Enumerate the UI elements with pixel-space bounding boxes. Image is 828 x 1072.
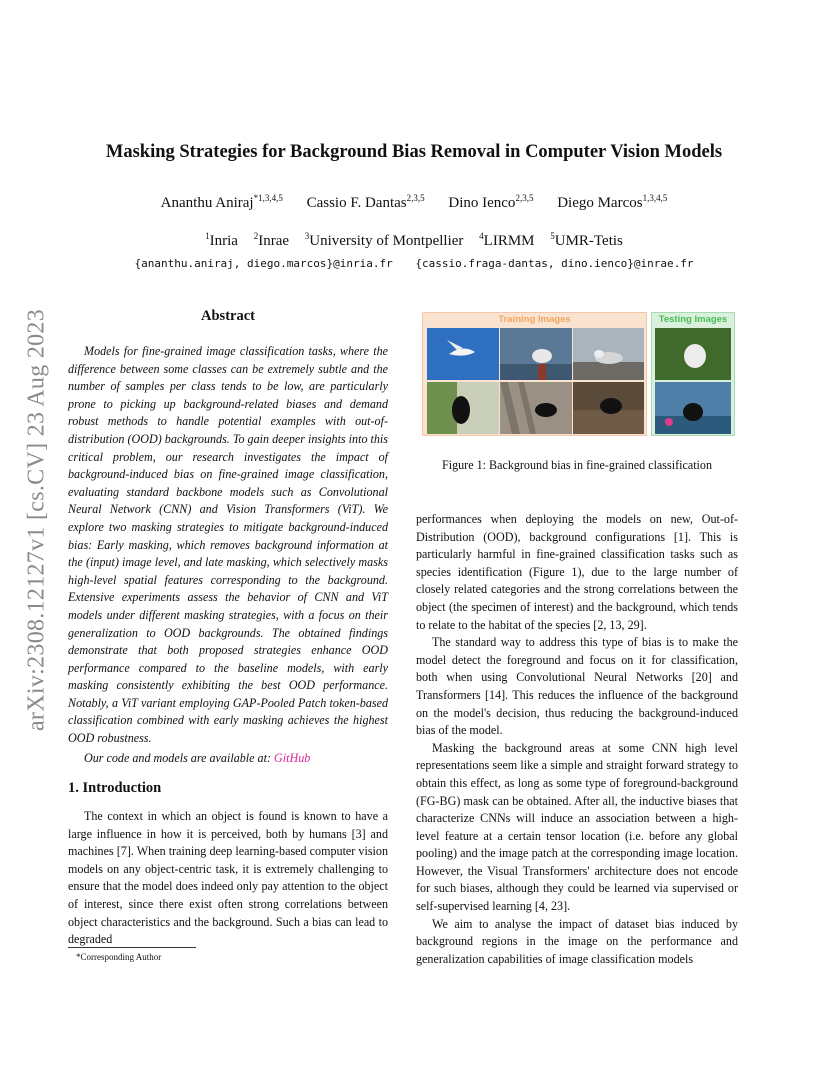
code-availability: Our code and models are available at: GitHub bbox=[84, 750, 311, 765]
figure-caption: Figure 1: Background bias in fine-grained classification bbox=[441, 458, 713, 472]
right-column-text bbox=[416, 511, 738, 968]
bird-photo-crow-soil bbox=[573, 382, 644, 434]
paragraph: performances when deploying the models on new, Out-of-Distribution (OOD), background configurations [1]. This is particularly harmful in fine-grained classification tasks such as species identification (Figure 1), due to the large number of closely related categories and the strong correlations between the object (the specimen of interest) and the background, which tends to relate to the habitat of the species [2, 13, 29]. bbox=[416, 512, 738, 632]
paragraph: The standard way to address this type of bias is to make the model detect the foreground and focus on it for classification, both when using Convolutional Neural Networks [20] and Transformers [14]. This reduces the influence of the background on the model's decision, thus reducing the background-induced bias of the model. bbox=[416, 635, 738, 738]
testing-images-label: Testing Images bbox=[658, 314, 728, 325]
bird-photo-gull-sky bbox=[427, 328, 499, 380]
abstract bbox=[68, 343, 388, 767]
footnote: *Corresponding Author bbox=[76, 952, 162, 962]
bird-photo-crow-ground bbox=[500, 382, 572, 434]
author: Cassio F. Dantas$^{2,3,5}$ bbox=[306, 193, 425, 211]
paper-title: Masking Strategies for Background Bias Removal in Computer Vision Models bbox=[105, 142, 723, 162]
affiliation: $^2$Inrae bbox=[253, 231, 290, 249]
arxiv-sidebar-stamp bbox=[20, 280, 54, 760]
bird-photo-gull-post bbox=[500, 328, 572, 380]
affiliation-list bbox=[0, 233, 828, 250]
training-images-label: Training Images bbox=[498, 314, 571, 325]
author: Diego Marcos$^{1,3,4,5}$ bbox=[557, 193, 668, 211]
author: Ananthu Aniraj$^{*1,3,4,5}$ bbox=[160, 193, 283, 211]
paragraph: Masking the background areas at some CNN high level representations seem like a simple and straight forward strategy to obtain this effect, as long as some type of foreground-background (FG-BG) mask can be obtained. After all, the inductive biases that characterize CNNs will induce an association between a high-level feature at a certain tensor location (i.e. before any global pooling) and the image patch at the corresponding image location. However, the Visual Transformers' architecture does not encode for such biases, although they could be learned via supervised or self-supervised learning [4, 23]. bbox=[416, 740, 738, 914]
bird-photo-crow-foliage bbox=[427, 382, 499, 434]
footnote-rule bbox=[68, 947, 196, 948]
abstract-text: Models for fine-grained image classification tasks, where the difference between some classes can be extremely subtle and the number of samples per class tends to be low, are particularly prone to picking up background-related biases and demand robust methods to handle potential examples with out-of-distribution (OOD) backgrounds. To gain deeper insights into this critical problem, our research investigates the impact of background-induced bias on fine-grained image classification, evaluating standard backbone models such as Convolutional Neural Network (CNN) and Vision Transformers (ViT). We explore two masking strategies to mitigate background-induced bias: Early masking, which removes background information at the (input) image level, and late masking, which selectively masks high-level spatial features corresponding to the background. Extensive experiments assess the behavior of CNN and ViT models under different masking strategies, with a focus on their generalization to OOD backgrounds. The obtained findings demonstrate that both proposed strategies enhance OOD performance compared to the baseline models, with early masking consistently exhibiting the best OOD performance. Notably, a ViT variant employing GAP-Pooled Patch token-based classification combined with early masking achieves the highest OOD robustness. bbox=[68, 344, 388, 746]
bird-photo-crow-water bbox=[655, 382, 731, 434]
affiliation: $^3$University of Montpellier bbox=[304, 231, 464, 249]
paragraph: We aim to analyse the impact of dataset bias induced by background regions in the image on the performance and generalization capabilities of image classification models bbox=[416, 916, 738, 966]
affiliation: $^5$UMR-Tetis bbox=[550, 231, 623, 249]
bird-photo-gull-rock bbox=[573, 328, 644, 380]
github-link[interactable]: GitHub bbox=[274, 750, 311, 765]
arxiv-id: arXiv:2308.12127v1 [cs.CV] 23 Aug 2023 bbox=[23, 308, 50, 732]
author: Dino Ienco$^{2,3,5}$ bbox=[448, 193, 534, 211]
training-images-panel bbox=[422, 312, 647, 436]
email: {cassio.fraga-dantas, dino.ienco}@inrae.fr bbox=[415, 257, 694, 270]
abstract-heading: Abstract bbox=[201, 308, 255, 324]
author-list bbox=[0, 195, 828, 212]
figure-1 bbox=[422, 312, 735, 436]
email: {ananthu.aniraj, diego.marcos}@inria.fr bbox=[134, 257, 393, 270]
affiliation: $^4$LIRMM bbox=[479, 231, 535, 249]
affiliation: $^1$Inria bbox=[205, 231, 238, 249]
email-list bbox=[0, 257, 828, 270]
bird-photo-gull-forest bbox=[655, 328, 731, 380]
intro-paragraph: The context in which an object is found is known to have a large influence in how it is perceived, both by humans [3] and machines [7]. When training deep learning-based computer vision models on any object-centric task, it is extremely challenging to ensure that the model does indeed only pay attention to the object of interest, since there exist often strong correlations between object characteristics and the background. Such a bias can lead to degraded bbox=[68, 809, 388, 947]
testing-images-panel bbox=[651, 312, 735, 436]
section-heading-introduction: 1. Introduction bbox=[68, 780, 162, 796]
introduction-text bbox=[68, 808, 388, 949]
